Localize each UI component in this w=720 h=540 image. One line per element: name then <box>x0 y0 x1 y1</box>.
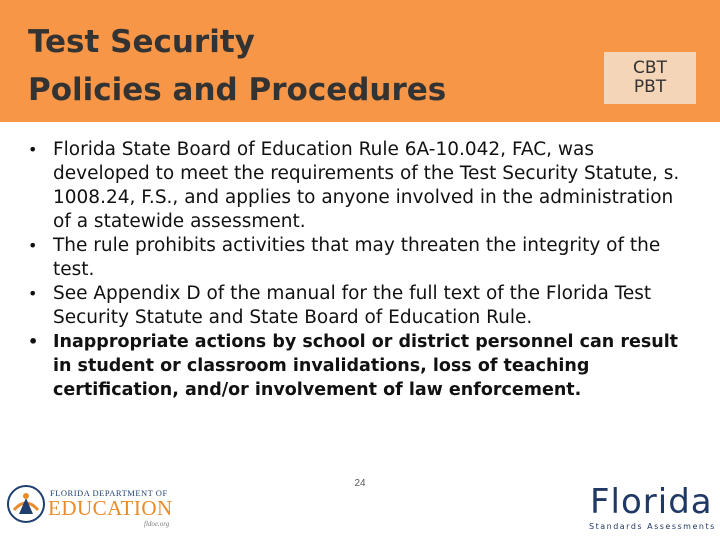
fsa-logo <box>586 482 716 536</box>
test-mode-badge <box>604 52 696 104</box>
fldoe-logo <box>4 480 194 532</box>
florida-seal-icon <box>6 484 46 524</box>
bullet-text: The rule prohibits activities that may threaten the integrity of the test. <box>53 235 661 280</box>
fsa-logo-main-text: Florida <box>590 482 713 522</box>
slide-title-line-1: Test Security <box>28 24 255 60</box>
badge-cbt: CBT <box>633 58 667 78</box>
fldoe-logo-top-text: FLORIDA DEPARTMENT OF <box>50 488 168 498</box>
title-banner <box>0 0 720 122</box>
bullet-text: Inappropriate actions by school or district personnel can result in student or classroom invalidations, loss of teaching certification, and/or involvement of law enforcement. <box>53 332 679 400</box>
badge-pbt: PBT <box>633 77 667 97</box>
fsa-logo-sub-text: Standards Assessments <box>589 522 716 531</box>
bullet-dot-icon: • <box>28 284 38 303</box>
fldoe-logo-main-text: EDUCATION <box>48 496 173 520</box>
bullet-dot-icon: • <box>28 332 39 351</box>
slide-title <box>28 18 446 114</box>
slide-title-line-2: Policies and Procedures <box>28 72 447 108</box>
bullet-text: Florida State Board of Education Rule 6A-10.042, FAC, was developed to meet the requirements of the Test Security Statute, s. 1008.24, F.S., and applies to anyone involved in the administration of a statewide assessment. <box>53 139 680 232</box>
bullet-dot-icon: • <box>28 236 38 255</box>
bullet-item <box>26 282 694 330</box>
bullet-item <box>26 330 694 402</box>
page-number: 24 <box>354 478 366 489</box>
fldoe-logo-sub-text: fldoe.org <box>144 520 170 528</box>
bullet-dot-icon: • <box>28 140 38 159</box>
bullet-text: See Appendix D of the manual for the full text of the Florida Test Security Statute and State Board of Education Rule. <box>53 283 652 328</box>
bullet-item <box>26 138 694 234</box>
bullet-list <box>26 138 694 402</box>
bullet-item <box>26 234 694 282</box>
